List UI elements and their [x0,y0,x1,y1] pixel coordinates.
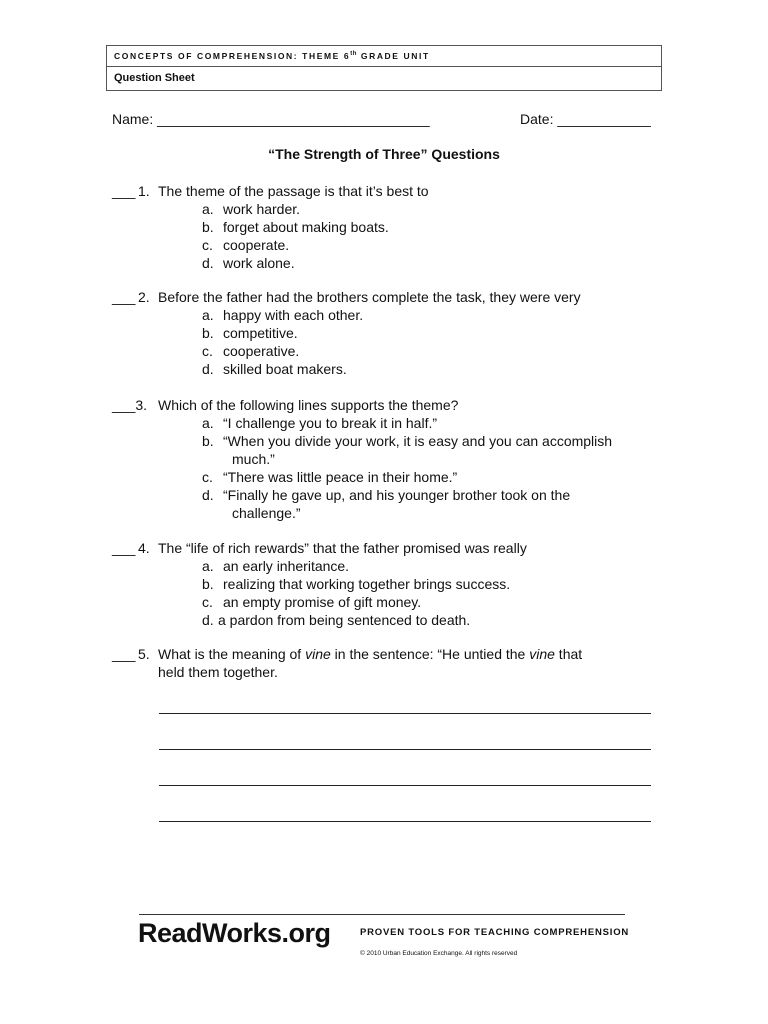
header-box [106,45,662,91]
question-text-continued: held them together. [158,664,278,680]
question-text: Which of the following lines supports the theme? [158,397,459,413]
answer-line-1[interactable] [159,713,651,714]
answer-blank[interactable]: ___ [112,183,136,199]
unit-title-text: CONCEPTS OF COMPREHENSION: THEME 6 [114,51,351,61]
question-number: 4. [138,540,150,556]
answer-line-3[interactable] [159,785,651,786]
question-text: The “life of rich rewards” that the father promised was really [158,540,527,556]
answer-line-2[interactable] [159,749,651,750]
question-text: What is the meaning of vine in the sentence: “He untied the vine that [158,646,583,662]
grade-superscript: th [350,51,357,58]
readworks-logo: ReadWorks.org [138,918,331,948]
unit-title-suffix: GRADE UNIT [356,51,430,61]
copyright: © 2010 Urban Education Exchange. All rights reserved [360,950,518,957]
answer-line-4[interactable] [159,821,651,822]
sheet-label: Question Sheet [114,72,195,84]
unit-title [107,46,661,67]
footer-tagline: PROVEN TOOLS FOR TEACHING COMPREHENSION [360,927,630,938]
question-3 [112,396,613,522]
page-title: “The Strength of Three” Questions [268,146,500,162]
question-5 [112,645,583,681]
question-number: 5. [138,646,150,662]
question-text: The theme of the passage is that it’s best to [158,183,429,199]
answer-blank[interactable]: ___ [112,289,136,305]
option-b-continued: much.” [232,451,275,467]
name-field[interactable]: Name: ___________________________________ [112,111,430,127]
footer-divider [139,914,625,915]
option-b: b. “When you divide your work, it is easy and you can accomplish [202,433,613,449]
option-d-continued: challenge.” [232,505,301,521]
answer-blank[interactable]: ___3. [112,397,148,413]
answer-blank[interactable]: ___ [112,646,136,662]
date-field[interactable]: Date: ____________ [520,111,651,127]
answer-blank[interactable]: ___ [112,540,136,556]
option-c: c. “There was little peace in their home.” [202,469,458,485]
option-a: a. “I challenge you to break it in half.” [202,415,438,431]
question-number: 1. [138,183,150,199]
option-d: d. “Finally he gave up, and his younger brother took on the [202,487,571,503]
question-text: Before the father had the brothers complete the task, they were very [158,289,581,305]
question-number: 2. [138,289,150,305]
